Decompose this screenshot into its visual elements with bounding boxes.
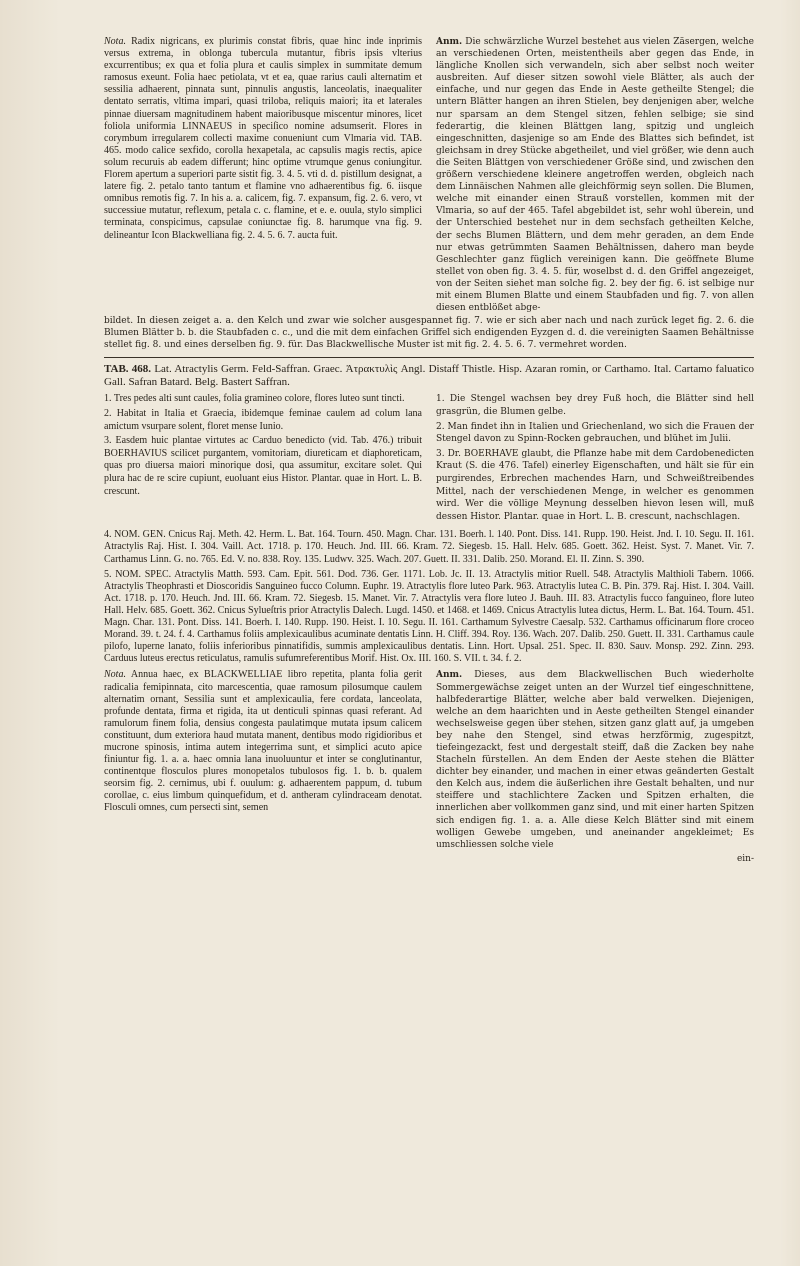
german-item: 3. Dr. BOERHAVE glaubt, die Pflanze habe mit dem Cardobenedicten Kraut (S. die 476. Tafel) einerley Eigenschaften, und hält sie für ein purgirendes, Erbrechen machendes Harn, und Schweißtreibendes Mittel, nach der verschiedenen Menge, in welcher es genommen wird. Wer die völlige Meynung desselben hievon lesen will, muß dessen Histor. Plantar. quae in Hort. L. B. crescunt, nachschlagen. — [436, 448, 754, 522]
latin-item: 1. Tres pedes alti sunt caules, folia gramineo colore, flores luteo sunt tincti. — [104, 393, 405, 405]
note-label: Nota. — [104, 669, 126, 681]
top-latin-note — [104, 36, 422, 242]
plate-number: TAB. 468. — [104, 363, 152, 376]
top-german-continuation: bildet. In diesen zeiget a. a. den Kelch und zwar wie solcher ausgespannet fig. 7. wie er sich aber nach und nach zurück leget fig. 2. 6. die Blumen Blätter b. b. die Staubfaden c. c., und die mit dem einfachen Griffel sich endigenden Eyzgen d. d. die vereinigten Saamen Behältnisse stellet fig. 8. und eines derselben fig. 9. für. Das Blackwellische Muster ist mit fig. 2. 4. 5. 6. 7. vermehret worden. — [104, 316, 754, 351]
bottom-latin-note — [104, 669, 422, 814]
german-item: 2. Man findet ihn in Italien und Griechenland, wo sich die Frauen der Stengel davon zu Spinn-Rocken gebrauchen, und blühet im Julii. — [436, 421, 754, 445]
section-divider — [104, 357, 754, 358]
german-item: 1. Die Stengel wachsen bey drey Fuß hoch, die Blätter sind hell grasgrün, die Blumen gelbe. — [436, 394, 754, 418]
top-german-note — [436, 36, 754, 314]
latin-item: 2. Habitat in Italia et Graecia, ibidemque feminae caulem ad colum lana amictum vsurpare solent, floret mense Iunio. — [104, 408, 422, 432]
plate-names: Lat. Atractylis Germ. Feld-Saffran. Graec. Ἀτρακτυλὶς Angl. Distaff Thistle. Hisp. Azaran romin, or Carthamo. Ital. Cartamo faluatico Gall. Safran Batard. Belg. Bastert Saffran. — [104, 363, 755, 389]
nomen-genericum: 4. NOM. GEN. Cnicus Raj. Meth. 42. Herm. L. Bat. 164. Tourn. 450. Magn. Char. 131. Boerh. l. 140. Pont. Diss. 141. Rupp. 190. Heist. Jnd. I. 10. Segu. II. 161. Atractylis Raj. Hist. I. 304. Vaill. Act. 1718. p. 170. Heuch. Jnd. III. 66. Kram. 72. Siegesb. 15. Hall. Helv. 685. Goett. 362. Heist. Syst. 7. Manet. Vir. 7. Carthamus Linn. G. no. 765. Ed. V. no. 838. Roy. 135. Ludwv. 325. Wach. 207. Guett. II. 331. Dalib. 250. Morand. El. II. Zinn. S. 390. — [104, 529, 754, 565]
plate-heading — [104, 363, 754, 389]
anm-label: Anm. — [436, 670, 463, 681]
catchword: ein- — [736, 853, 754, 864]
mid-section — [104, 393, 754, 525]
top-german-column — [436, 36, 754, 314]
bottom-german-text: Dieses, aus dem Blackwellischen Buch wiederholte Sommergewächse zeiget unten an der Wurzel tief eingeschnittene, halbfederartige Blätter, welche aber bald verwelken. Diejenigen, welche an dem haarichten und in Aeste getheilten Stengel einander wechselsweise gegen über stehen, sitzen ganz glatt auf, ja umgeben bey nahe den Stengel, sind etwas herzförmig, zugespitzt, tiefeingezackt, fest und dergestalt steiff, daß die Zacken bey nahe Stacheln fürstellen. An dem Enden der Aeste stehen die Blätter dichter bey einander, und machen in einer etwas geänderten Gestalt den Kelch aus, indem die äußerlichen ihre Gestalt behalten, und nur steiffere und stachlichtere Zacken und Spitzen erhalten, die innerlichen aber vollkommen ganz sind, und mit einer harten Spitzen sich endigen fig. 1. a. a. Alle diese Kelch Blätter sind mit einem wolligen Gewebe umgeben, und aneinander angekleimet; Es umschliessen solche viele — [436, 670, 754, 850]
bottom-section — [104, 669, 754, 864]
bottom-latin-text: Annua haec, ex BLACKWELLIAE libro repetita, planta folia gerit radicalia femipinnata, cito marcescentia, quae ramosum pilosumque caulem alternatim ornant, Sessilia sunt et amplexicaulia, fere cordata, lanceolata, profunde dentata, firma et rigida, ita ut denticuli spinnas quasi referant. Ad ramulorum finem folia, densius congesta paulatimque mutata ipsum calicem constituunt, dum exteriora haud mutata manent, dentibus modo rigidioribus et mucrone spinosis, intima autem integerrima sunt, et simplici acuto apice finiuntur fig. 1. a. a. haec omnia lana inuoluuntur et inter se conglutinantur, continentque flosculos plures monopetalos tubulosos fig. 1. b. b. qualem seorsim fig. 2. cernimus, ubi f. ouulum: g. adhaerentem pappum, d. tubum corollae, c. eius limbum quinquefidum, et d. antheram cylindraceam denotat. Flosculi omnes, cum persecti sint, semen — [104, 669, 422, 814]
latin-item: 3. Easdem huic plantae virtutes ac Carduo benedicto (vid. Tab. 476.) tribuit BOERHAVIUS scilicet purgantem, vomitoriam, diureticam et diaphoreticam, quas pro diuersa maiori minorique dosi, qua assumitur, excitare solet. Qui plura hac de re scire cupiunt, euoluant eius Histor. Plantar. quae in Hort. L. B. crescunt. — [104, 435, 422, 497]
top-latin-column — [104, 36, 422, 314]
nomen-specificum: 5. NOM. SPEC. Atractylis Matth. 593. Cam. Epit. 561. Dod. 736. Ger. 1171. Lob. Jc. II. 13. Atractylis mitior Ruell. 548. Atractylis Malthioli Tabern. 1066. Atractylis Theophrasti et Dioscoridis Sanguineo fucco Column. Euphr. 19. Atractylis flore luteo Park. 963. Atractylis lutea C. B. Pin. 379. Raj. Hist. I. 304. Vaill. Act. 1718. p. 170. Heuch. Jnd. III. 66. Kram. 72. Siegesb. 15. Manet. Vir. 7. Atractylis vera flore luteo J. Bauh. III. 83. Atractylis fucco fanguineo, flore luteo Hall. Helv. 685. Goett. 362. Cnicus Sylueſtris prior Atractylis Dalech. Lugd. 1450. et 1468. et 1469. Cnicus Atractylis lutea dictus, Herm. L. Bat. 164. Tourn. 451. Magn. Char. 131. Pont. Diss. 141. Boerh. I. 140. Rupp. 190. Heist. I. 10. Segu. II. 161. Carthamum Sylvestre Caesalp. 532. Carthamus officinarum flore croceo Morand. 39. t. 24. f. 4. Carthamus foliis amplexicaulibus acuminate dentatis Linn. H. Cliff. 394. Roy. 136. Wach. 207. Dalib. 250. Guett. II. 331. Carthamus caule pilofo, luperne lanato, foliis inferioribus pinnatifidis, summis amplexicaulibus dentatis. Linn. Hort. Upsal. 251. Spec. II. 830. Sauv. Monsp. 292. Zinn. 293. Carduus luteus erectus reticulatus, ramulis sufumreferentibus Morif. Hist. Ox. III. 160. S. VII. t. 34. f. 2. — [104, 568, 754, 665]
note-label: Nota. — [104, 36, 126, 47]
top-latin-text: Radix nigricans, ex plurimis constat fibris, quae hinc inde inprimis versus extrema, in oblonga tubercula mutantur, fibris ipsis vlterius excurrentibus; ex qua et folia plura et caulis simplex in summitate demum ramosus exeunt. Folia haec petiolata, vt et ea, quae rarius cauli alternatim et sessilia adhaerent, pinnata sunt, pinnulis angustis, lanceolatis, inaequaliter dentato serratis, vltima impari, quasi triloba, reliquis maiori; ita et laterales pinnae diuersam magnitudinem habent maioribusque miscentur minores, licet foliola uniformia LINNAEUS in speciſico nomine adsumserit. Flores in corymbum irregularem collecti maxime conueniunt cum Vlmaria vid. TAB. 465. modo calice sexfido, corolla hexapetala, ac capsulis magis rectis, apice solum recuruis ab eadem differunt; hinc optime vtrumque genus coniungitur. Florem apertum a superiori parte sistit fig. 3. 4. 5. vti d. d. pistillum designat, a latere fig. 2. petalo tanto tantum et flamine vno adhaerentibus fig. 6. iisque omnibus remotis fig. 7. In his a. a. calicem, fig. 7. expansum, fig. 2. 6. vero, vt successiue mutatur, reflexum, petala c. c. flamine, et e. e. ouula, stylo simplici terminata, conspicimus, capsulae coniunctae fig. 8. harumque vna fig. 9. delineantur Icon Blackwelliana fig. 2. 4. 5. 6. 7. aucta fuit. — [104, 36, 422, 241]
mid-german-column — [436, 393, 754, 525]
top-german-text: Die schwärzliche Wurzel bestehet aus vielen Zäsergen, welche an verschiedenen Orten, meistentheils aber gegen das Ende, in längliche Knollen sich verwandeln, sich aber selbst noch weiter ausbreiten. Auf dieser sitzen sowohl viele Blätter, als auch der einfache, und nur gegen das Ende in Aeste getheilte Stengel; die untern Blätter hangen an ihren Stielen, bey denjenigen aber, welche nur sparsam an dem Stengel sitzen, fehlen selbige; sie sind federartig, die kleinen Blättgen lang, spitzig und ungleich eingeschnitten, dasjenige so am Ende des Blattes sich befindet, ist gleichsam in drey Stücke abgetheilet, und viel größer, wie denn auch die Seiten Blättgen von verschiedener Größe sind, und zwischen den größern verschiedene kleinere angetroffen werden, obgleich nach dem Linnäischen Nahmen alle gleichförmig seyn sollen. Die Blumen, welche mit einander einen Strauß vorstellen, kommen mit der Vlmaria, so auf der 465. Tafel abgebildet ist, sehr wohl überein, und der Unterschied bestehet nur in dem sechsfach getheilten Kelche, der sechs Blumen Blättern, und dem mehr geraden, an dem Ende nur etwas getrümmten Saamen Behältnissen, dahero man beyde Geschlechter ganz füglich vereinigen kann. Die geöffnete Blume stellet von oben fig. 3. 4. 5. für, woselbst d. d. den Griffel angezeiget, von der Seiten siehet man solche fig. 2. bey der fig. 6. ist selbige nur mit einem Blumen Blatte und einem Staubfaden und fig. 7. von allen diesen entblößet abge- — [436, 37, 754, 314]
mid-latin-column — [104, 393, 422, 525]
top-section — [104, 36, 754, 314]
bottom-latin-column — [104, 669, 422, 864]
bottom-german-note — [436, 669, 754, 850]
anm-label: Anm. — [436, 37, 463, 47]
bottom-german-column — [436, 669, 754, 864]
